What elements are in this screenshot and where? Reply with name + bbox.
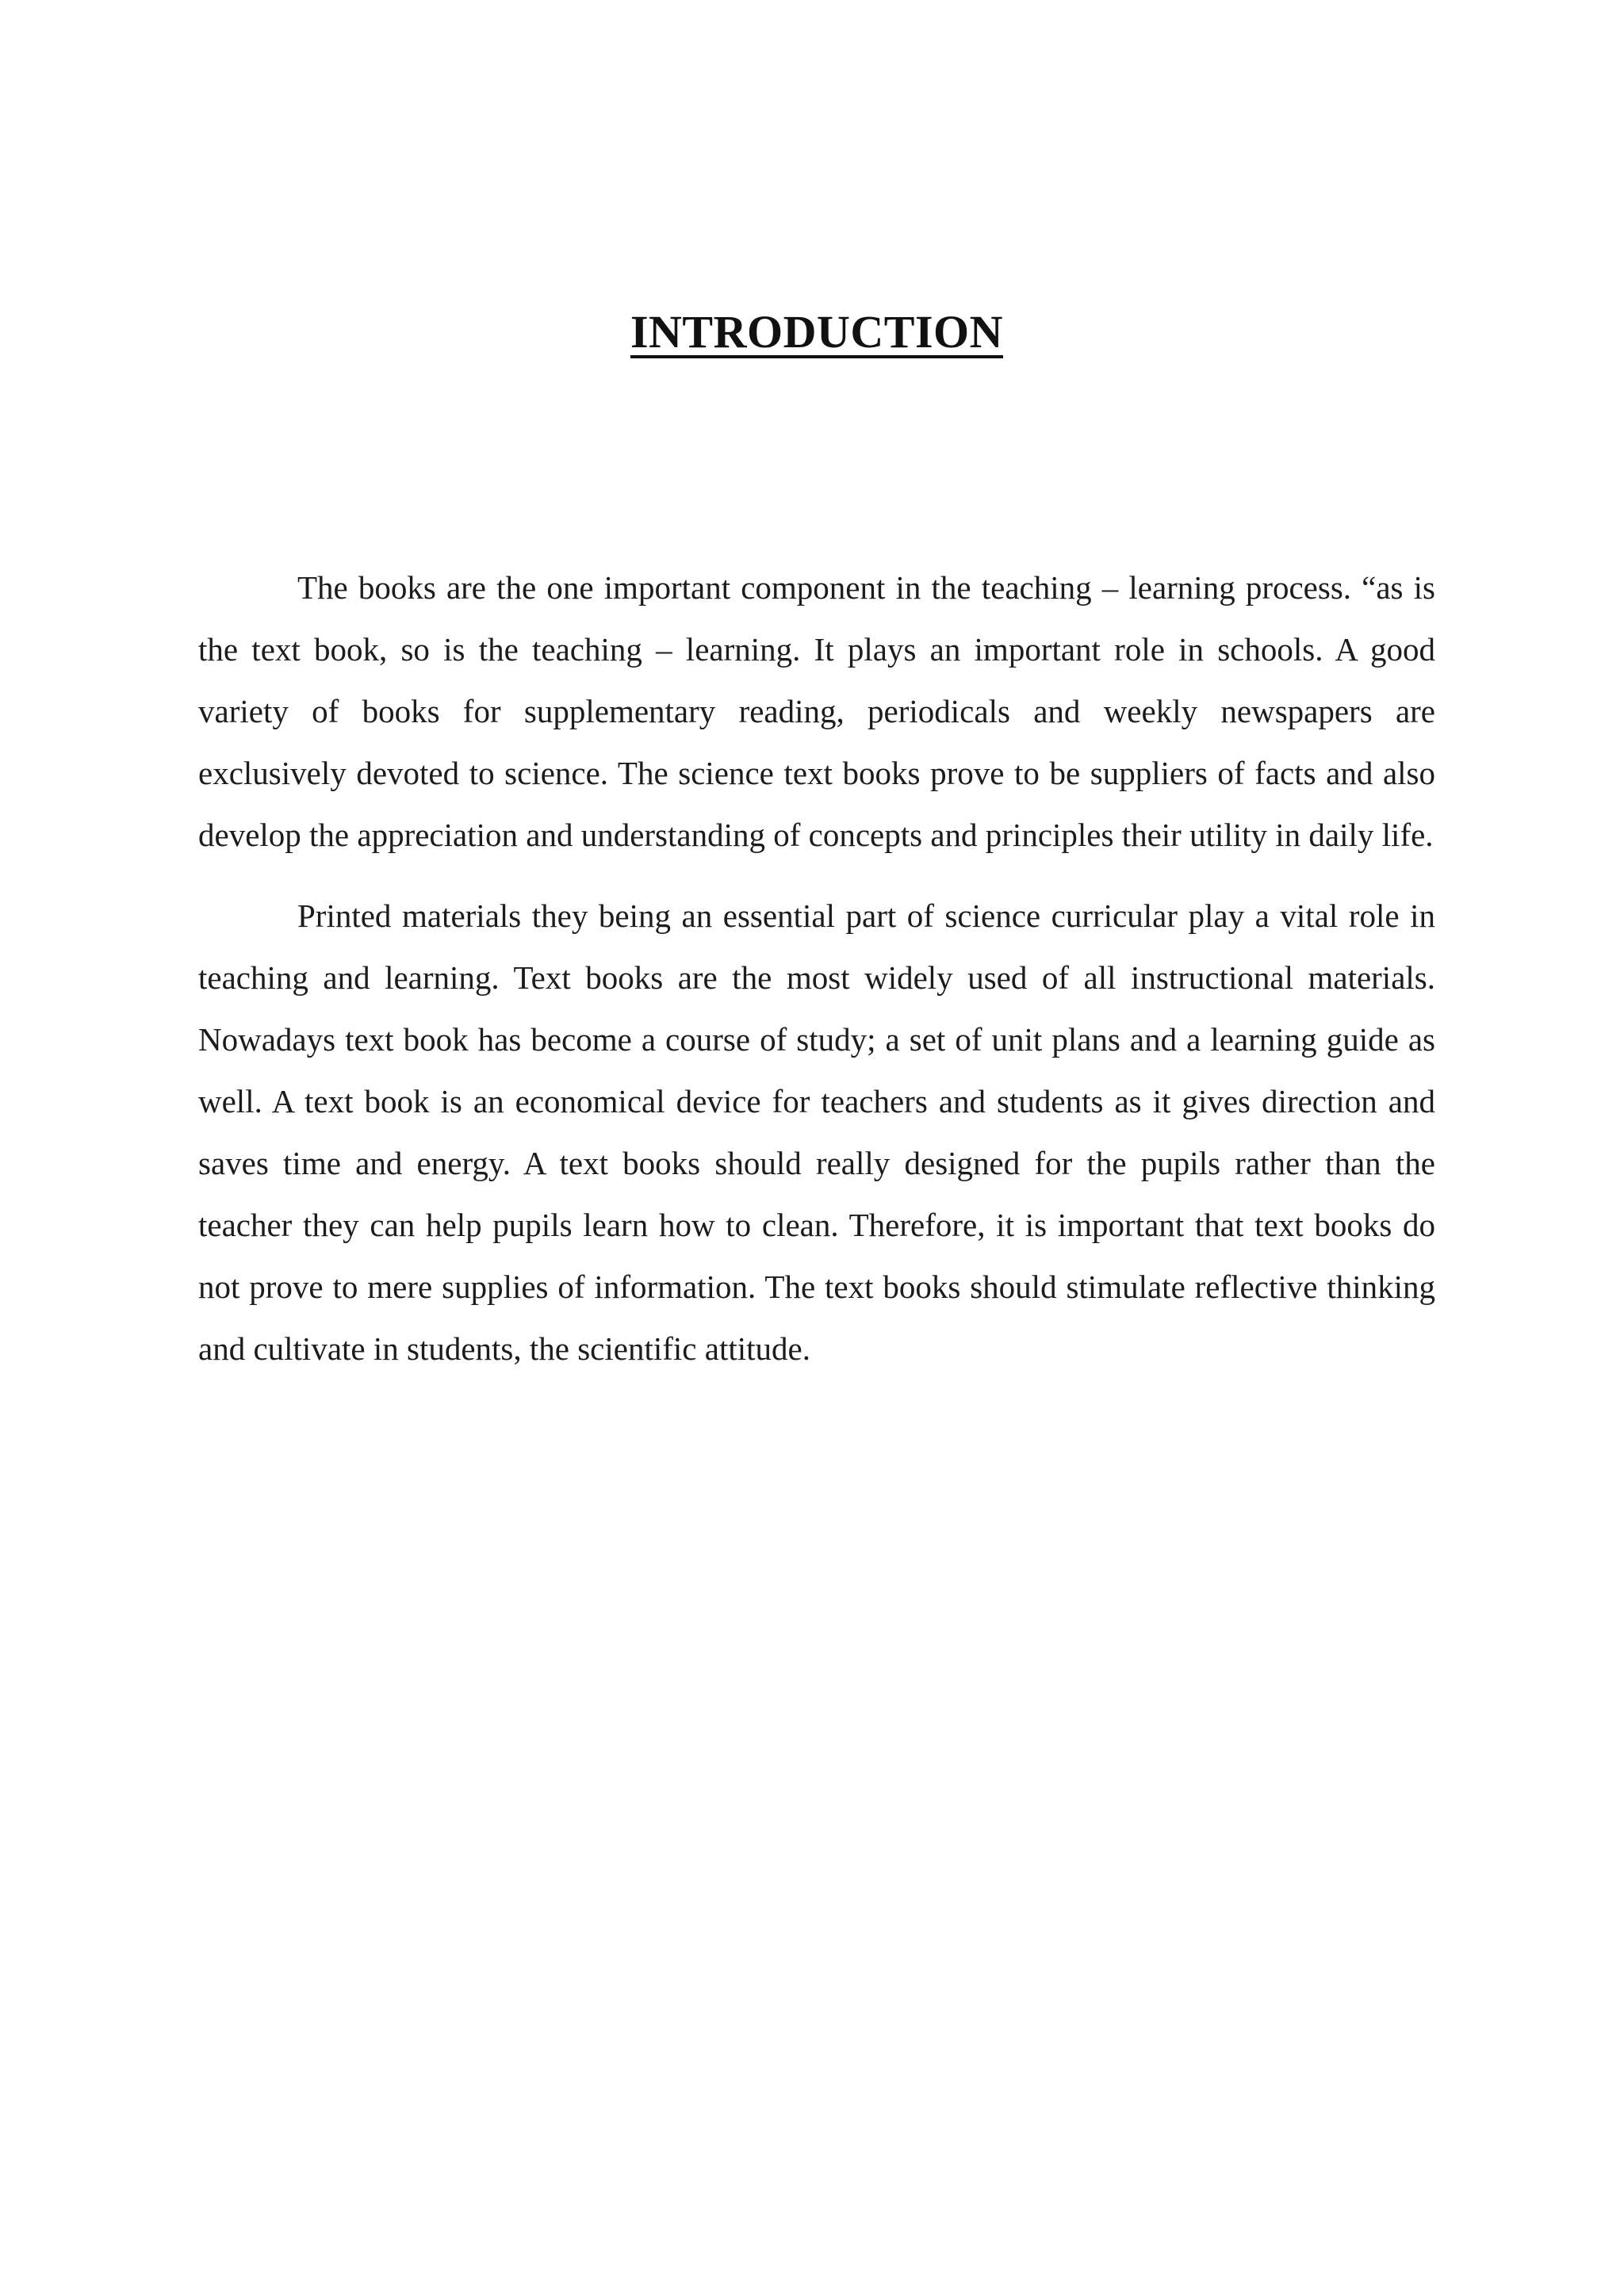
page-title: INTRODUCTION <box>630 306 1004 358</box>
paragraph: Printed materials they being an essential part of science curricular play a vital role in teaching and learning. Text books are the most widely used of all instructional materials. Nowadays text book has become a course of study; a set of unit plans and a learning guide as well. A text book is an economical device for teachers and students as it gives direction and saves time and energy. A text books should really designed for the pupils rather than the teacher they can help pupils learn how to clean. Therefore, it is important that text books do not prove to mere supplies of information. The text books should stimulate reflective thinking and cultivate in students, the scientific attitude. <box>198 897 1435 1367</box>
body-text <box>198 557 1435 1380</box>
page-content <box>198 305 1435 1399</box>
paragraph: The books are the one important component in the teaching – learning process. “as is the text book, so is the teaching – learning. It plays an important role in schools. A good variety of books for supplementary reading, periodicals and weekly newspapers are exclusively devoted to science. The science text books prove to be suppliers of facts and also develop the appreciation and understanding of concepts and principles their utility in daily life. <box>198 569 1435 853</box>
